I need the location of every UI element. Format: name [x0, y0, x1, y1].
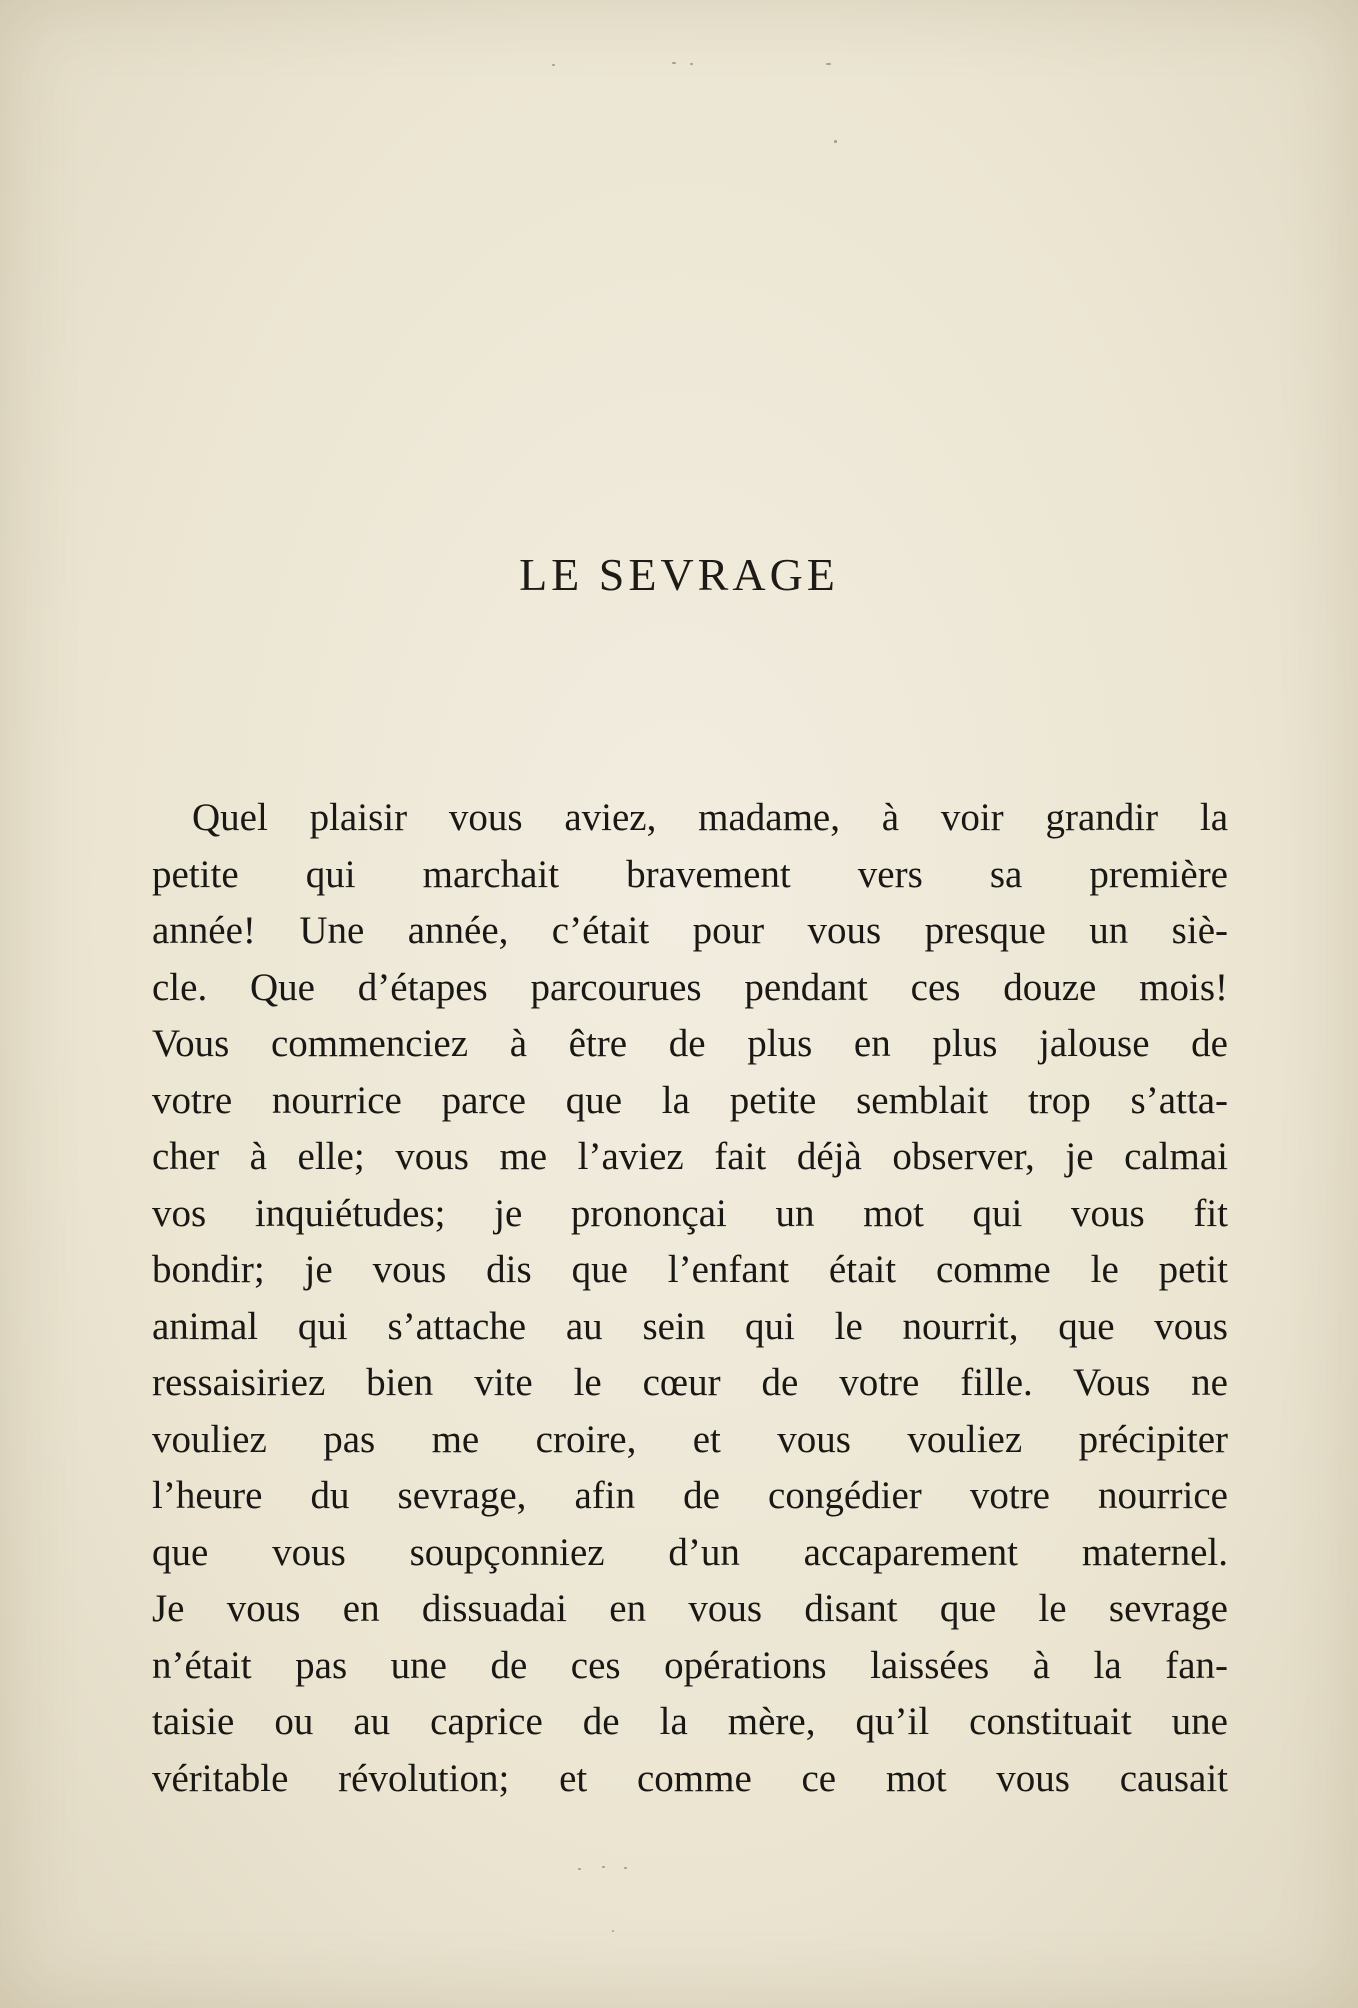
text-line: véritable révolution; et comme ce mot vous causait [152, 1756, 1228, 1800]
text-line: cher à elle; vous me l’aviez fait déjà observer, je calmai [152, 1135, 1228, 1178]
text-line: ressaisiriez bien vite le cœur de votre fille. Vous ne [152, 1361, 1228, 1404]
ink-speck [834, 140, 837, 143]
text-line: taisie ou au caprice de la mère, qu’il constituait une [152, 1700, 1228, 1743]
text-line: animal qui s’attache au sein qui le nourrit, que vous [152, 1304, 1228, 1348]
ink-speck [552, 64, 555, 66]
ink-speck [602, 1866, 605, 1868]
text-line: l’heure du sevrage, afin de congédier votre nourrice [152, 1474, 1228, 1517]
ink-speck [612, 1930, 614, 1932]
text-line: année! Une année, c’était pour vous presque un siè- [152, 909, 1228, 952]
text-line: Quel plaisir vous aviez, madame, à voir grandir la [192, 796, 1228, 839]
text-line: Je vous en dissuadai en vous disant que le sevrage [152, 1587, 1228, 1630]
text-line: vos inquiétudes; je prononçai un mot qui vous fit [152, 1191, 1228, 1235]
ink-speck [578, 1868, 581, 1870]
text-line: votre nourrice parce que la petite semblait trop s’atta- [152, 1078, 1228, 1122]
text-line: petite qui marchait bravement vers sa première [152, 852, 1228, 896]
text-line: cle. Que d’étapes parcourues pendant ces douze mois! [152, 965, 1228, 1009]
text-line: vouliez pas me croire, et vous vouliez précipiter [152, 1417, 1228, 1461]
chapter-title: LE SEVRAGE [519, 549, 839, 600]
ink-speck [690, 63, 693, 65]
text-line: Vous commenciez à être de plus en plus jalouse de [152, 1022, 1228, 1065]
text-line: que vous soupçonniez d’un accaparement maternel. [152, 1530, 1228, 1574]
ink-speck [624, 1867, 627, 1869]
text-line: bondir; je vous dis que l’enfant était comme le petit [152, 1248, 1228, 1291]
ink-speck [672, 62, 676, 64]
ink-speck [826, 63, 831, 65]
body-paragraph [152, 790, 1228, 1807]
text-line: n’était pas une de ces opérations laissées à la fan- [152, 1643, 1228, 1687]
